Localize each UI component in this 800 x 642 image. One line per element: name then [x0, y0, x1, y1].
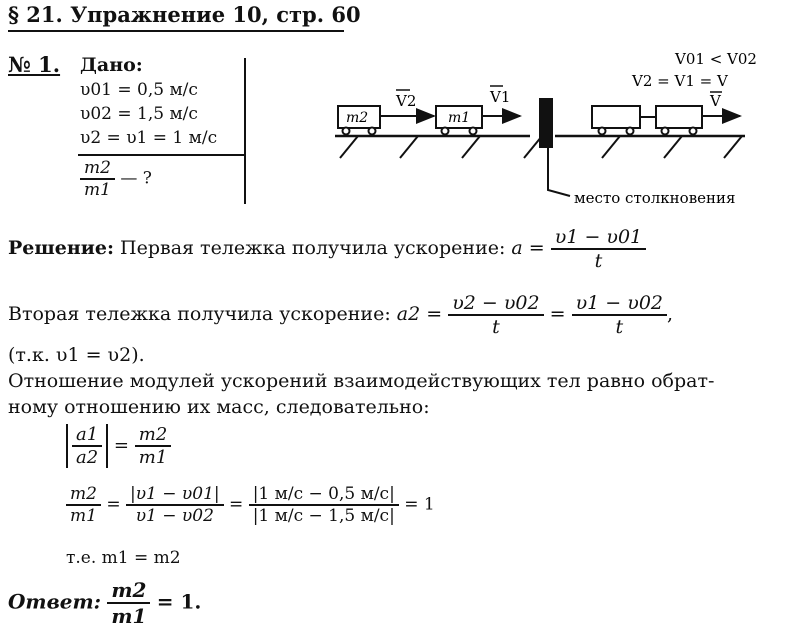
cart-m2 [338, 106, 380, 135]
a2-equals: = [549, 303, 566, 325]
calc-equals-1: = [106, 494, 121, 515]
a2-numerator-2: υ1 − υ02 [572, 292, 667, 316]
answer-numerator: m2 [107, 578, 150, 604]
given-line-3: υ2 = υ1 = 1 м/с [80, 128, 218, 148]
title-underline [8, 30, 344, 32]
a2-denominator-2: t [615, 316, 624, 338]
a2-comma: , [667, 303, 674, 325]
solution-label: Решение: [8, 237, 114, 259]
mass-ratio-denominator: m1 [138, 447, 168, 468]
find-denominator: m1 [84, 180, 111, 200]
calc-mid-denominator: υ1 − υ02 [135, 506, 214, 526]
cart-m2-label: m2 [346, 110, 369, 126]
a2-numerator-1: υ2 − υ02 [448, 292, 543, 316]
given-vertical-bar [244, 58, 246, 204]
v-label: V [710, 92, 721, 110]
collision-wall [539, 98, 553, 148]
solution-line-3: (т.к. υ1 = υ2). [8, 344, 145, 366]
collision-label: место столкновения [574, 189, 736, 207]
answer-label: Ответ: [8, 589, 101, 614]
a1-numerator: υ1 − υ01 [551, 226, 646, 250]
section-title: § 21. Упражнение 10, стр. 60 [8, 2, 361, 27]
solution-line-1-text: Первая тележка получила ускорение: [120, 237, 506, 259]
calc-right-numerator: |1 м/с − 0,5 м/с| [249, 484, 399, 506]
ratio-denominator: a2 [76, 447, 99, 468]
cart-m1-label: m1 [448, 110, 471, 126]
calc-right-denominator: |1 м/с − 1,5 м/с| [252, 506, 395, 526]
acceleration-ratio [66, 424, 171, 468]
conclusion-line: т.е. m1 = m2 [66, 548, 181, 568]
calc-lhs-numerator: m2 [66, 484, 101, 506]
answer-denominator: m1 [111, 604, 147, 628]
given-line-1: υ01 = 0,5 м/с [80, 80, 198, 100]
solution-line-2-lhs: a2 = [396, 303, 443, 325]
find-suffix: — ? [120, 168, 152, 189]
a2-denominator-1: t [492, 316, 500, 338]
calc-result: = 1 [404, 494, 435, 515]
v1-label: V1 [490, 88, 511, 106]
velocity-relation-eq: V2 = V1 = V [632, 72, 728, 90]
solution-line-5: ному отношению их масс, следовательно: [8, 396, 430, 418]
cart-m1 [436, 106, 482, 135]
collision-pointer [548, 148, 570, 196]
given-line-2: υ02 = 1,5 м/с [80, 104, 198, 124]
calc-mid-numerator: |υ1 − υ01| [126, 484, 224, 506]
a1-denominator: t [594, 250, 603, 272]
solution-line-2 [8, 292, 673, 338]
find-numerator: m2 [80, 158, 115, 180]
answer-value: = 1. [156, 589, 202, 614]
mass-ratio-numerator: m2 [135, 424, 172, 447]
velocity-relation-top: V01 < V02 [675, 50, 757, 68]
calc-equals-2: = [229, 494, 244, 515]
collision-diagram [330, 40, 780, 215]
answer-line [8, 578, 201, 628]
solution-line-2-text: Вторая тележка получила ускорение: [8, 303, 391, 325]
ratio-equals: = [113, 435, 130, 456]
solution-line-4: Отношение модулей ускорений взаимодействующих тел равно обрат- [8, 370, 715, 392]
calc-lhs-denominator: m1 [70, 506, 97, 526]
ratio-numerator: a1 [72, 424, 102, 447]
given-separator [78, 154, 244, 156]
coupled-carts [592, 106, 702, 135]
mass-ratio-calculation [66, 484, 435, 526]
given-label: Дано: [80, 54, 143, 76]
solution-line-1 [8, 226, 646, 272]
solution-line-1-lhs: a = [511, 237, 545, 259]
find-expression [80, 158, 152, 200]
problem-number: № 1. [8, 52, 61, 77]
v2-label: V2 [396, 92, 417, 110]
